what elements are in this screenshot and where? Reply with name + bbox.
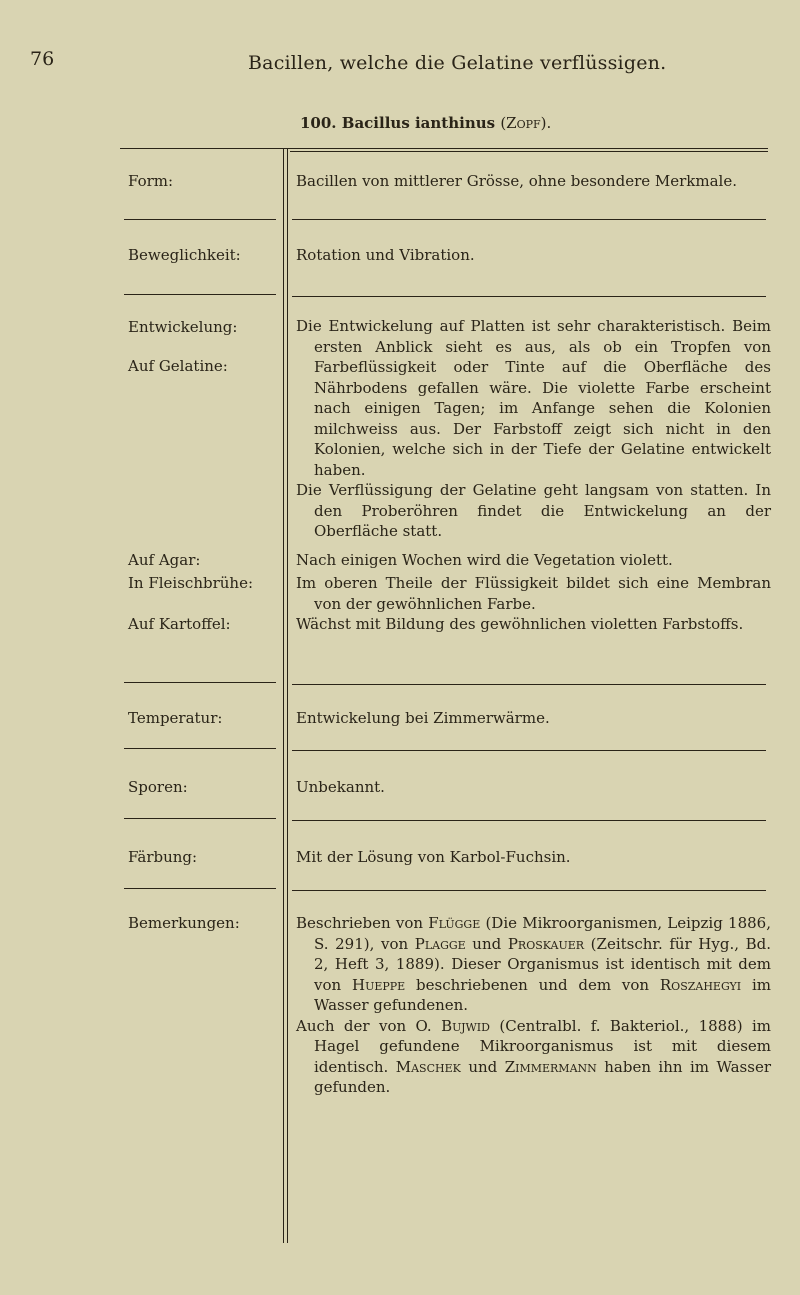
kartoffel-paragraph: Wächst mit Bildung des gewöhnlichen violetten Farbstoffs. xyxy=(296,615,744,633)
sporen-label: Sporen: xyxy=(128,778,188,796)
author-zimmermann: Zimmermann xyxy=(504,1057,597,1076)
kartoffel-text xyxy=(296,614,771,635)
bemerkungen-label: Bemerkungen: xyxy=(128,914,240,932)
top-rule xyxy=(120,148,768,149)
sporen-text: Unbekannt. xyxy=(296,778,385,796)
row-separator xyxy=(292,750,766,751)
author-plagge: Plagge xyxy=(414,934,466,953)
bemerkungen-paragraph-1: Beschrieben von Flügge (Die Mikroorganismen, Leipzig 1886, S. 291), von Plagge und Proskauer (Zeitschr. für Hyg., Bd. 2, Heft 3, 1889). Dieser Organismus ist identisch mit dem von Hueppe beschriebenen und dem von Roszahegyi im Wasser gefundenen. xyxy=(296,914,771,1014)
fleischbruehe-label: In Fleischbrühe: xyxy=(128,574,254,592)
beweglichkeit-label: Beweglichkeit: xyxy=(128,246,241,264)
entry-title xyxy=(300,114,551,132)
author-fluegge: Flügge xyxy=(428,914,481,932)
kartoffel-label: Auf Kartoffel: xyxy=(128,615,231,633)
row-separator xyxy=(124,888,276,889)
faerbung-text: Mit der Lösung von Karbol-Fuchsin. xyxy=(296,848,571,866)
top-rule-double xyxy=(290,151,768,152)
gelatine-text xyxy=(296,316,771,542)
row-separator xyxy=(292,890,766,891)
row-separator xyxy=(292,219,766,220)
author-proskauer: Proskauer xyxy=(507,934,585,953)
fleischbruehe-paragraph: Im oberen Theile der Flüssigkeit bildet sich eine Membran von der gewöhnlichen Farbe. xyxy=(296,574,771,613)
faerbung-label: Färbung: xyxy=(128,848,198,866)
temperatur-label: Temperatur: xyxy=(128,709,223,727)
temperatur-text: Entwickelung bei Zimmerwärme. xyxy=(296,709,550,727)
row-separator xyxy=(292,684,766,685)
author-roszahegyi: Roszahegyi xyxy=(659,975,742,994)
entry-author: (Zopf). xyxy=(500,114,552,132)
author-hueppe: Hueppe xyxy=(352,975,406,994)
row-separator xyxy=(124,219,276,220)
form-text: Bacillen von mittlerer Grösse, ohne besondere Merkmale. xyxy=(296,172,737,190)
bemerkungen-text xyxy=(296,913,771,1098)
running-head: Bacillen, welche die Gelatine verflüssigen. xyxy=(248,52,667,74)
row-separator xyxy=(124,748,276,749)
row-separator xyxy=(292,820,766,821)
agar-text: Nach einigen Wochen wird die Vegetation violett. xyxy=(296,551,673,569)
author-maschek: Maschek xyxy=(395,1057,461,1076)
row-separator xyxy=(124,294,276,295)
row-separator xyxy=(124,682,276,683)
entry-name: Bacillus ianthinus xyxy=(341,114,496,132)
gelatine-paragraph-1: Die Entwickelung auf Platten ist sehr charakteristisch. Beim ersten Anblick sieht es aus, als ob ein Tropfen von Farbeflüssigkeit oder Tinte auf die Oberfläche des Nährbodens gefallen wäre. Die violette Farbe erscheint nach einigen Tagen; im Anfange sehen die Kolonien milchweiss aus. Der Farbstoff zeigt sich nicht in den Kolonien, welche sich in der Tiefe der Gelatine entwickelt haben. xyxy=(296,317,771,479)
agar-label: Auf Agar: xyxy=(128,551,201,569)
bemerkungen-paragraph-2: Auch der von O. Bujwid (Centralbl. f. Bakteriol., 1888) im Hagel gefundene Mikroorganismus ist mit diesem identisch. Maschek und Zimmermann haben ihn im Wasser gefunden. xyxy=(296,1016,771,1096)
column-divider xyxy=(283,148,284,1243)
fleischbruehe-text xyxy=(296,573,771,614)
gelatine-label: Auf Gelatine: xyxy=(128,357,228,375)
author-bujwid: Bujwid xyxy=(441,1016,490,1035)
entry-number: 100. xyxy=(300,114,337,132)
column-divider-double xyxy=(287,148,288,1243)
beweglichkeit-text: Rotation und Vibration. xyxy=(296,246,475,264)
gelatine-paragraph-2: Die Verflüssigung der Gelatine geht langsam von statten. In den Proberöhren findet die Entwickelung an der Oberfläche statt. xyxy=(296,481,771,540)
entwickelung-label: Entwickelung: xyxy=(128,318,238,336)
page-number: 76 xyxy=(30,48,55,70)
row-separator xyxy=(124,818,276,819)
row-separator xyxy=(292,296,766,297)
form-label: Form: xyxy=(128,172,174,190)
